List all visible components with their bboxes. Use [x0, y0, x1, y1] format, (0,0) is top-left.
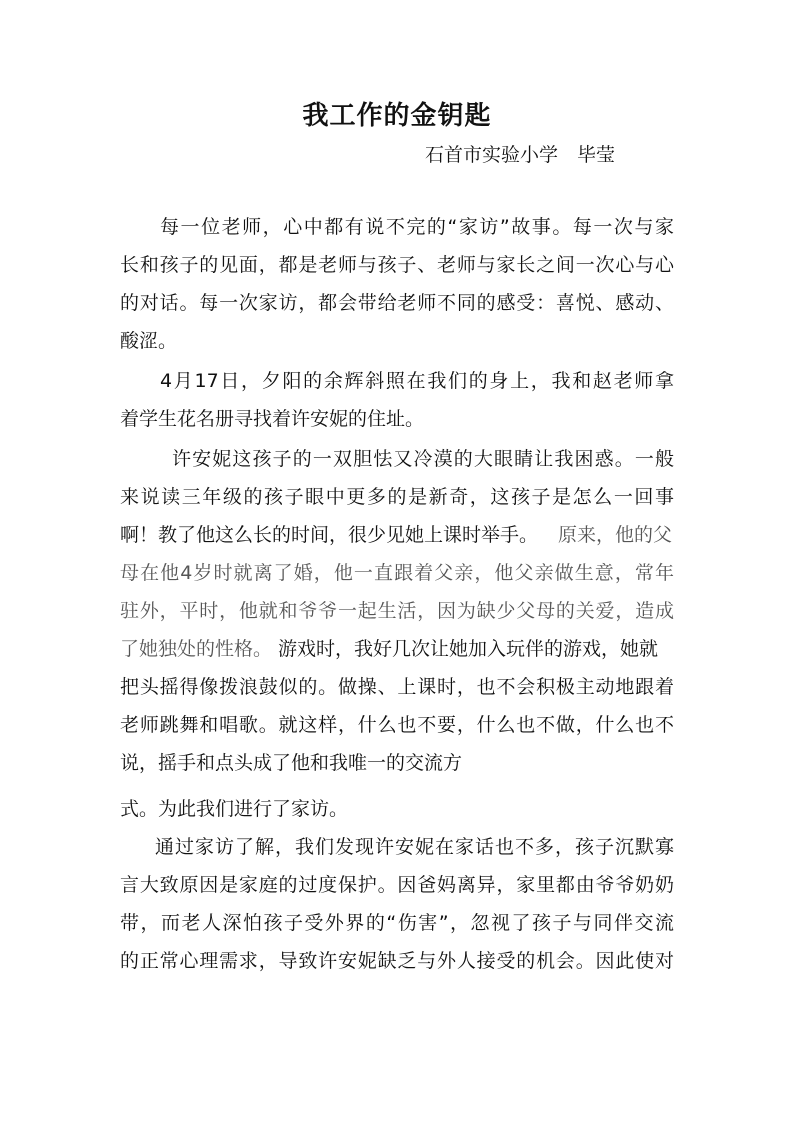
paragraph-line: 言大致原因是家庭的过度保护。因爸妈离异，家里都由爷爷奶奶	[120, 874, 674, 896]
paragraph-line: 了她独处的性格。	[120, 638, 273, 660]
paragraph-line: 来说读三年级的孩子眼中更多的是新奇，这孩子是怎么一回事	[120, 486, 674, 508]
paragraph-line: 许安妮这孩子的一双胆怯又冷漠的大眼睛让我困惑。一般	[172, 448, 674, 470]
document-author: 石首市实验小学 毕莹	[425, 144, 616, 166]
paragraph-line: 把头摇得像拨浪鼓似的。做操、上课时，也不会积极主动地跟着	[120, 676, 674, 698]
paragraph-line: 老师跳舞和唱歌。就这样，什么也不要，什么也不做，什么也不	[120, 714, 674, 736]
document-title: 我工作的金钥匙	[302, 101, 492, 131]
paragraph-line: 的正常心理需求，导致许安妮缺乏与外人接受的机会。因此使对	[120, 950, 674, 972]
paragraph-line: 驻外，平时，他就和爷爷一起生活，因为缺少父母的关爱，造成	[120, 600, 674, 622]
paragraph-line: 酸涩。	[120, 330, 178, 352]
paragraph-line: 通过家访了解，我们发现许安妮在家话也不多，孩子沉默寡	[155, 836, 674, 858]
paragraph-line: 说，摇手和点头成了他和我唯一的交流方	[120, 752, 463, 774]
paragraph-line: 的对话。每一次家访，都会带给老师不同的感受：喜悦、感动、	[120, 292, 674, 314]
paragraph-line: 式。为此我们进行了家访。	[120, 798, 349, 820]
paragraph-line: 原来，他的父	[558, 524, 673, 546]
paragraph-line: 带，而老人深怕孩子受外界的“伤害”，忽视了孩子与同伴交流	[120, 912, 674, 934]
paragraph-line: 游戏时，我好几次让她加入玩伴的游戏，她就	[278, 638, 659, 660]
paragraph-line: 母在他4岁时就离了婚，他一直跟着父亲，他父亲做生意，常年	[120, 562, 674, 584]
paragraph-line: 长和孩子的见面，都是老师与孩子、老师与家长之间一次心与心	[120, 254, 674, 276]
paragraph-line: 每一位老师，心中都有说不完的“家访”故事。每一次与家	[160, 216, 674, 238]
paragraph-line: 着学生花名册寻找着许安妮的住址。	[120, 408, 425, 430]
paragraph-line: 啊！教了他这么长的时间，很少见她上课时举手。	[120, 524, 539, 546]
paragraph-line: 4月17日，夕阳的余辉斜照在我们的身上，我和赵老师拿	[160, 370, 674, 392]
